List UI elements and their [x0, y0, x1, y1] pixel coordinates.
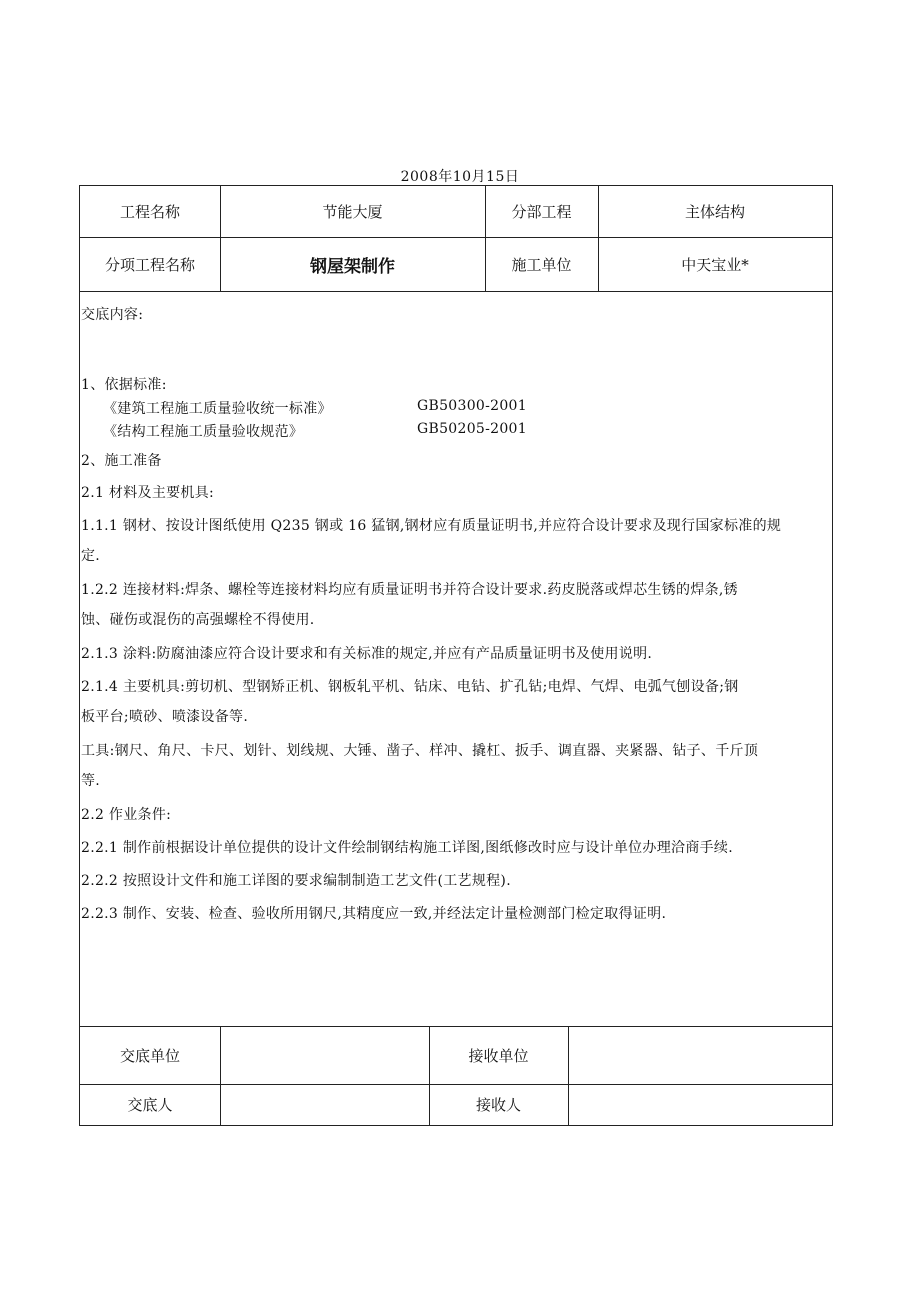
footer-row-persons — [80, 1084, 832, 1125]
grid-line — [220, 1084, 221, 1125]
paragraph-connectors: 1.2.2 连接材料:焊条、螺栓等连接材料均应有质量证明书并符合设计要求.药皮脱落或焊芯生锈的焊条,锈 — [81, 582, 738, 598]
grid-line — [429, 1084, 430, 1125]
project-name-label: 工程名称 — [119, 203, 180, 221]
grid-line — [220, 1026, 221, 1084]
grid-line — [568, 1026, 569, 1084]
content-heading: 交底内容: — [81, 307, 144, 323]
receiver-value[interactable] — [568, 1084, 832, 1125]
receiver-unit-value[interactable] — [568, 1026, 832, 1084]
paragraph-tools-cont: 等. — [81, 773, 101, 789]
grid-line — [568, 1084, 569, 1125]
grid-line — [429, 1026, 430, 1084]
grid-line — [220, 237, 221, 291]
paragraph-steel-cont: 定. — [81, 548, 101, 564]
giver-unit-value[interactable] — [220, 1026, 429, 1084]
footer-row-units — [80, 1026, 832, 1084]
standard-code: GB50205-2001 — [417, 421, 527, 437]
paragraph-steel: 1.1.1 钢材、按设计图纸使用 Q235 钢或 16 猛钢,钢材应有质量证明书,并应符合设计要求及现行国家标准的规 — [81, 518, 782, 534]
division-label: 分部工程 — [511, 203, 572, 221]
subitem-label: 分项工程名称 — [104, 255, 195, 274]
briefing-content — [80, 292, 832, 1026]
paragraph-machinery: 2.1.4 主要机具:剪切机、型钢矫正机、钢板轧平机、钻床、电钻、扩孔钻;电焊、气焊、电弧气刨设备;钢 — [81, 679, 739, 695]
technical-briefing-form — [79, 185, 833, 1126]
header-row-subitem — [80, 237, 832, 291]
paragraph-machinery-cont: 板平台;喷砂、喷漆设备等. — [81, 709, 249, 725]
paragraph-measuring-tools: 2.2.3 制作、安装、检查、验收所用钢尺,其精度应一致,并经法定计量检测部门检定取得证明. — [81, 906, 667, 922]
section-2-title: 2、施工准备 — [81, 453, 162, 469]
giver-label: 交底人 — [127, 1096, 173, 1114]
standard-code: GB50300-2001 — [417, 398, 527, 414]
standard-name: 《建筑工程施工质量验收统一标准》 — [103, 401, 332, 417]
header-row-project — [80, 186, 832, 237]
division-value: 主体结构 — [684, 203, 745, 221]
construction-unit-label: 施工单位 — [511, 255, 572, 274]
project-name-value: 节能大厦 — [322, 203, 383, 221]
paragraph-connectors-cont: 蚀、碰伤或混伤的高强螺栓不得使用. — [81, 612, 315, 628]
paragraph-detail-drawings: 2.2.1 制作前根据设计单位提供的设计文件绘制钢结构施工详图,图纸修改时应与设计单位办理洽商手续. — [81, 840, 733, 856]
construction-unit-value: 中天宝业* — [681, 255, 749, 274]
section-2-2-title: 2.2 作业条件: — [81, 807, 172, 823]
document-date: 2008年10月15日 — [400, 169, 520, 185]
section-1-title: 1、依据标准: — [81, 377, 167, 393]
receiver-unit-label: 接收单位 — [468, 1046, 529, 1065]
standard-name: 《结构工程施工质量验收规范》 — [103, 424, 304, 440]
subitem-value: 钢屋架制作 — [310, 256, 395, 277]
grid-line — [485, 237, 486, 291]
paragraph-coatings: 2.1.3 涂料:防腐油漆应符合设计要求和有关标准的规定,并应有产品质量证明书及使用说明. — [81, 646, 653, 662]
grid-line — [598, 186, 599, 237]
grid-line — [220, 186, 221, 237]
giver-value[interactable] — [220, 1084, 429, 1125]
giver-unit-label: 交底单位 — [119, 1046, 180, 1065]
paragraph-tools: 工具:钢尺、角尺、卡尺、划针、划线规、大锤、凿子、样冲、撬杠、扳手、调直器、夹紧器、钻子、千斤顶 — [81, 743, 759, 759]
paragraph-process-docs: 2.2.2 按照设计文件和施工详图的要求编制制造工艺文件(工艺规程). — [81, 873, 511, 889]
receiver-label: 接收人 — [475, 1096, 521, 1114]
grid-line — [485, 186, 486, 237]
section-2-1-title: 2.1 材料及主要机具: — [81, 485, 215, 501]
grid-line — [598, 237, 599, 291]
